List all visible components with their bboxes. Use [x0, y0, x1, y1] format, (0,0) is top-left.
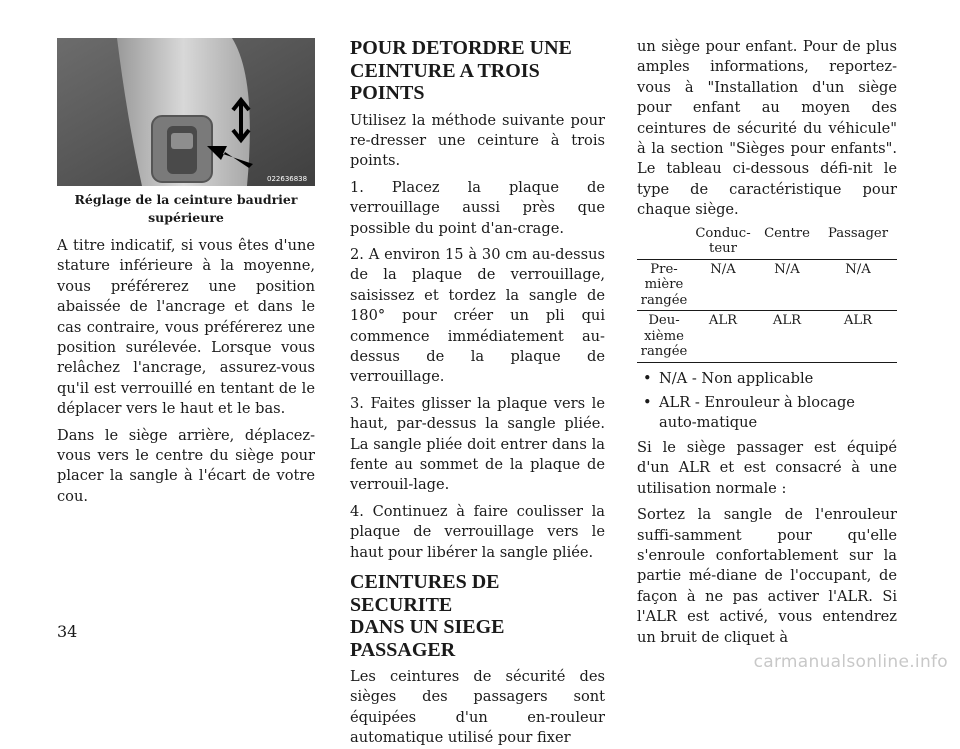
figure-code: 022636838	[267, 175, 308, 183]
paragraph-continued: un siège pour enfant. Pour de plus amples informations, reportez-vous à "Installation d'un siège pour enfant au moyen des ceintures de sécurité du véhicule" à la section "Sièges pour enfants". Le tableau ci-dessous défi-nit le type de caractéristique pour chaque siège.	[637, 38, 897, 219]
table-row-label: Deu-xième rangée	[637, 311, 691, 363]
figure-caption-line1: Réglage de la ceinture baudrier	[74, 192, 298, 207]
table-cell: ALR	[819, 311, 897, 363]
table-cell: N/A	[819, 259, 897, 311]
step-4: 4. Continuez à faire coulisser la plaque de verrouillage vers le haut pour libérer la sangle pliée.	[350, 502, 605, 561]
figure-caption	[57, 191, 315, 227]
seat-feature-table	[637, 224, 897, 363]
table-row-label: Pre-mière rangée	[637, 259, 691, 311]
heading-passenger-belts: CEINTURES DE SECURITE DANS UN SIEGE PASSAGER	[350, 571, 505, 661]
column-2	[350, 37, 605, 749]
column-3	[637, 37, 897, 648]
table-header-cell: Passager	[819, 224, 897, 260]
step-3: 3. Faites glisser la plaque vers le haut, par-dessus la sangle pliée. La sangle pliée doit entrer dans la fente au sommet de la plaque de verrouil-lage.	[350, 394, 605, 494]
table-header-cell: Centre	[755, 224, 819, 260]
column-1	[57, 236, 315, 507]
paragraph-intro: Utilisez la méthode suivante pour re-dresser une ceinture à trois points.	[350, 111, 605, 170]
watermark: carmanualsonline.info	[753, 652, 948, 672]
legend-item: • ALR - Enrouleur à blocage auto-matique	[637, 393, 897, 434]
table-row	[637, 259, 897, 311]
table-cell: ALR	[691, 311, 755, 363]
step-2: 2. A environ 15 à 30 cm au-dessus de la plaque de verrouillage, saisissez et tordez la sangle de 180° pour créer un pli qui commence immédiatement au-dessus de la plaque de verrouillage.	[350, 245, 605, 386]
figure-caption-line2: supérieure	[148, 210, 224, 225]
table-legend	[637, 369, 897, 434]
table-row	[637, 311, 897, 363]
paragraph-height-guidance: A titre indicatif, si vous êtes d'une stature inférieure à la moyenne, vous préférerez une position abaissée de l'ancrage et dans le cas contraire, vous préférerez une position surélevée. Lorsque vous relâchez l'ancrage, assurez-vous qu'il est verrouillé en tentant de le déplacer vers le haut et le bas.	[57, 237, 315, 418]
step-1: 1. Placez la plaque de verrouillage aussi près que possible du point d'an-crage.	[350, 178, 605, 237]
paragraph-alr-condition: Si le siège passager est équipé d'un ALR et est consacré à une utilisation normale :	[637, 438, 897, 497]
heading-untwist-belt: POUR DETORDRE UNE CEINTURE A TROIS POINTS	[350, 37, 572, 104]
table-cell: N/A	[691, 259, 755, 311]
seatbelt-adjuster-photo	[57, 38, 315, 186]
table-cell: ALR	[755, 311, 819, 363]
paragraph-rear-seat: Dans le siège arrière, déplacez-vous vers le centre du siège pour placer la sangle à l'écart de votre cou.	[57, 426, 315, 505]
table-header-row	[637, 224, 897, 260]
page-number: 34	[57, 622, 78, 641]
legend-item: • N/A - Non applicable	[637, 369, 897, 389]
paragraph-passenger: Les ceintures de sécurité des sièges des passagers sont équipées d'un en-rouleur automatique utilisé pour fixer	[350, 668, 605, 747]
table-header-cell: Conduc-teur	[691, 224, 755, 260]
table-cell: N/A	[755, 259, 819, 311]
paragraph-alr-instructions: Sortez la sangle de l'enrouleur suffi-samment pour qu'elle s'enroule confortablement sur la partie mé-diane de l'occupant, de façon à ne pas activer l'ALR. Si l'ALR est activé, vous entendrez un bruit de cliquet à	[637, 506, 897, 646]
table-header-cell	[637, 224, 691, 260]
